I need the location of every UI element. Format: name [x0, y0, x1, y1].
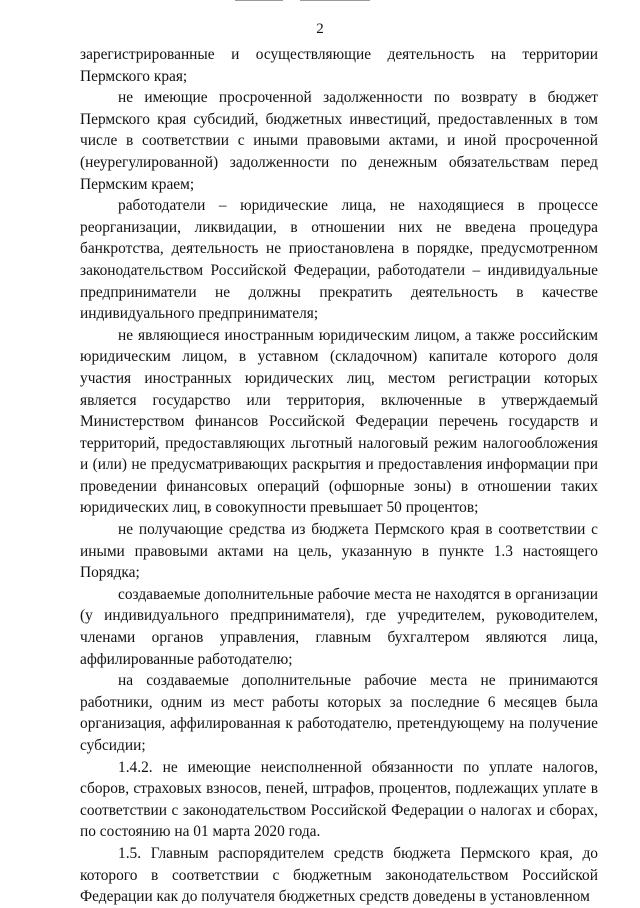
document-body: [80, 44, 598, 908]
paragraph-no-other-funds: не получающие средства из бюджета Пермского края в соответствии с иными правовыми актами на цель, указанную в пункте 1.3 настоящего Порядка;: [80, 521, 598, 582]
page-number: 2: [316, 21, 324, 37]
paragraph-no-overdue-debt: не имеющие просроченной задолженности по возврату в бюджет Пермского края субсидий, бюджетных инвестиций, предоставленных в том числе в соответствии с иными правовыми актами, и иной просроченной (неурегулированной) задолженности по денежным обязательствам перед Пермским краем;: [80, 89, 598, 193]
paragraph-jobs-not-affiliated: создаваемые дополнительные рабочие места не находятся в организации (у индивидуального предпринимателя), где учредителем, руководителем, членами органов управления, главным бухгалтером являются лица, аффилированные работодателю;: [80, 585, 598, 668]
paragraph-workers-not-affiliated: на создаваемые дополнительные рабочие места не принимаются работники, одним из мест работы которых за последние 6 месяцев была организация, аффилированная к работодателю, претендующему на получение субсидии;: [80, 672, 598, 754]
paragraph-1-5-main-administrator: 1.5. Главным распорядителем средств бюджета Пермского края, до которого в соответствии с бюджетным законодательством Российской Федерации как до получателя бюджетных средств доведены в установленном: [80, 844, 598, 906]
scan-edge-mark: [235, 0, 283, 1]
scan-edge-mark: [300, 0, 370, 1]
scan-edge-marks: [0, 0, 640, 4]
paragraph-1-4-2-no-tax-debt: 1.4.2. не имеющие неисполненной обязанности по уплате налогов, сборов, страховых взносов, пеней, штрафов, процентов, подлежащих уплате в соответствии с законодательством Российской Федерации о налогах и сборах, по состоянию на 01 марта 2020 года.: [80, 758, 598, 841]
paragraph-employers-status: работодатели – юридические лица, не находящиеся в процессе реорганизации, ликвидации, в отношении них не введена процедура банкротства, деятельность не приостановлена в порядке, предусмотренном законодательством Российской Федерации, работодатели – индивидуальные предприниматели не должны прекратить деятельность в качестве индивидуального предпринимателя;: [80, 197, 598, 323]
paragraph-registered: зарегистрированные и осуществляющие деятельность на территории Пермского края;: [80, 46, 598, 85]
paragraph-not-foreign-entity: не являющиеся иностранным юридическим лицом, а также российским юридическим лицом, в уставном (складочном) капитале которого доля участия иностранных юридических лиц, местом регистрации которых является государство или территория, включенные в утверждаемый Министерством финансов Российской Федерации перечень государств и территорий, предоставляющих льготный налоговый режим налогообложения и (или) не предусматривающих раскрытия и предоставления информации при проведении финансовых операций (офшорные зоны) в отношении таких юридических лиц, в совокупности превышает 50 процентов;: [80, 326, 598, 517]
